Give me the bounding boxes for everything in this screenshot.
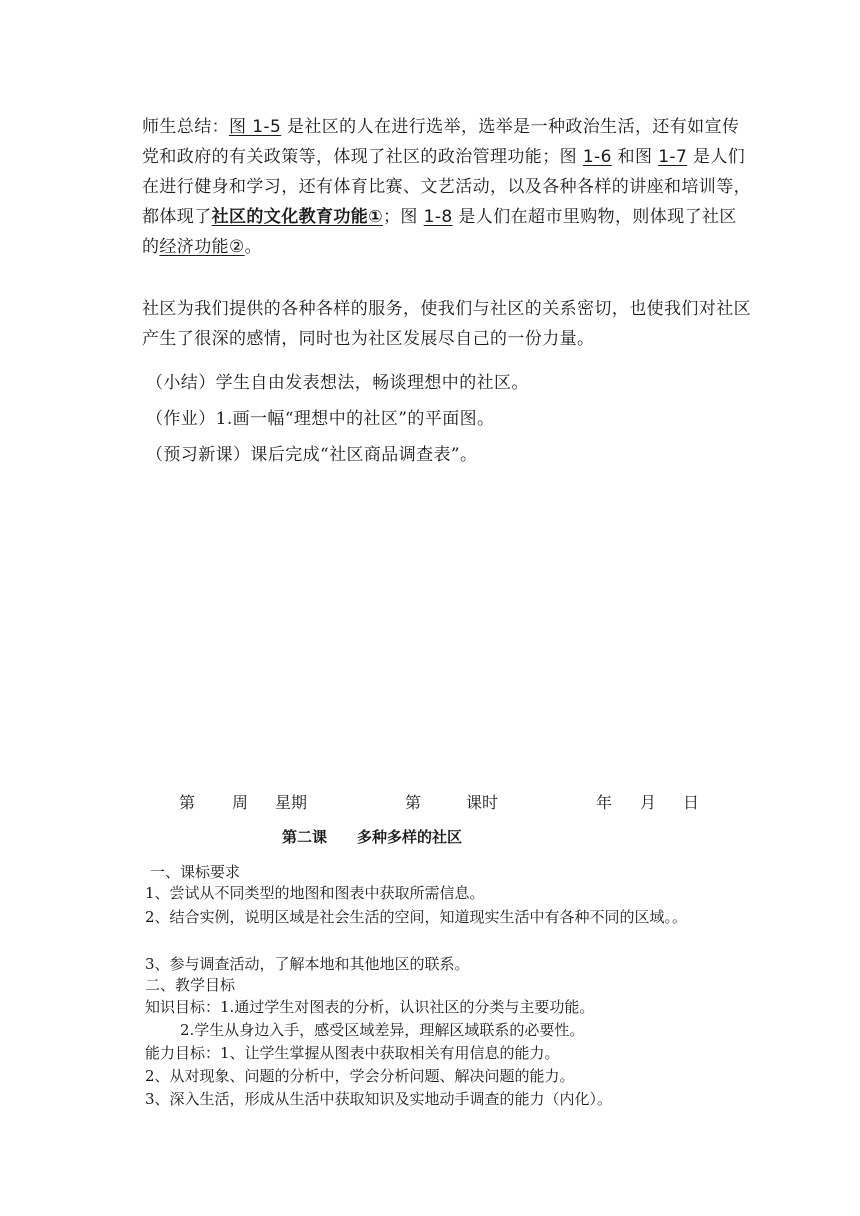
figure-1-5-link[interactable]: 图 1-5 bbox=[229, 117, 282, 137]
summary-text-6: 。 bbox=[244, 237, 263, 257]
summary-text-4: ；图 bbox=[383, 207, 424, 227]
figure-1-8-link[interactable]: 1-8 bbox=[423, 207, 453, 227]
summary-text-3: 是人们在进行健身和学习，还有体育比赛、文艺活动，以及各种各样的讲座和培训等，都体现了 bbox=[142, 147, 751, 227]
homework-paragraph: （作业）1.画一幅“理想中的社区”的平面图。 bbox=[146, 409, 495, 429]
figure-1-6-link[interactable]: 1-6 bbox=[582, 147, 612, 167]
header-period: 课时 bbox=[466, 793, 499, 812]
header-week: 周 bbox=[232, 793, 249, 812]
header-day: 日 bbox=[683, 793, 700, 812]
header-year: 年 bbox=[596, 793, 613, 812]
teacher-student-summary bbox=[130, 112, 752, 262]
economic-function-link[interactable]: 经济功能② bbox=[159, 237, 245, 257]
services-paragraph: 社区为我们提供的各种各样的服务，使我们与社区的关系密切，也使我们对社区产生了很深的感情，同时也为社区发展尽自己的一份力量。 bbox=[142, 299, 751, 349]
header-week-prefix: 第 bbox=[179, 793, 196, 812]
ability-objective-3: 3、深入生活，形成从生活中获取知识及实地动手调查的能力（内化）。 bbox=[145, 1090, 613, 1108]
preview-paragraph: （预习新课）课后完成“社区商品调查表”。 bbox=[146, 445, 478, 465]
requirement-1: 1、尝试从不同类型的地图和图表中获取所需信息。 bbox=[145, 884, 485, 902]
summary-text-5: 是人们在超市里购物，则体现了社区的 bbox=[142, 207, 737, 257]
lesson-title: 第二课 多种多样的社区 bbox=[282, 828, 463, 846]
requirement-3: 3、参与调查活动，了解本地和其他地区的联系。 bbox=[145, 955, 470, 973]
summary-text-1: 是社区的人在进行选举，选举是一种政治生活，还有如宣传党和政府的有关政策等，体现了社区的政治管理功能；图 bbox=[142, 117, 740, 167]
ability-objective-1: 能力目标：1、让学生掌握从图表中获取相关有用信息的能力。 bbox=[145, 1044, 560, 1062]
figure-1-7-link[interactable]: 1-7 bbox=[658, 147, 688, 167]
section-teaching-objectives: 二、教学目标 bbox=[145, 976, 236, 994]
summary-lead: 师生总结： bbox=[142, 117, 229, 137]
section-curriculum-standards: 一、课标要求 bbox=[150, 863, 241, 881]
cultural-education-function-link[interactable]: 社区的文化教育功能① bbox=[211, 207, 384, 227]
summary-text-2: 和图 bbox=[611, 147, 659, 167]
knowledge-objective-2: 2.学生从身边入手，感受区域差异，理解区域联系的必要性。 bbox=[180, 1021, 585, 1039]
summary-paragraph: （小结）学生自由发表想法，畅谈理想中的社区。 bbox=[146, 373, 529, 393]
header-period-prefix: 第 bbox=[405, 793, 422, 812]
ability-objective-2: 2、从对现象、问题的分析中，学会分析问题、解决问题的能力。 bbox=[145, 1067, 575, 1085]
header-month: 月 bbox=[640, 793, 657, 812]
header-weekday: 星期 bbox=[275, 793, 308, 812]
requirement-2: 2、结合实例，说明区域是社会生活的空间，知道现实生活中有各种不同的区域。。 bbox=[145, 908, 688, 926]
knowledge-objective-1: 知识目标：1.通过学生对图表的分析，认识社区的分类与主要功能。 bbox=[145, 998, 595, 1016]
